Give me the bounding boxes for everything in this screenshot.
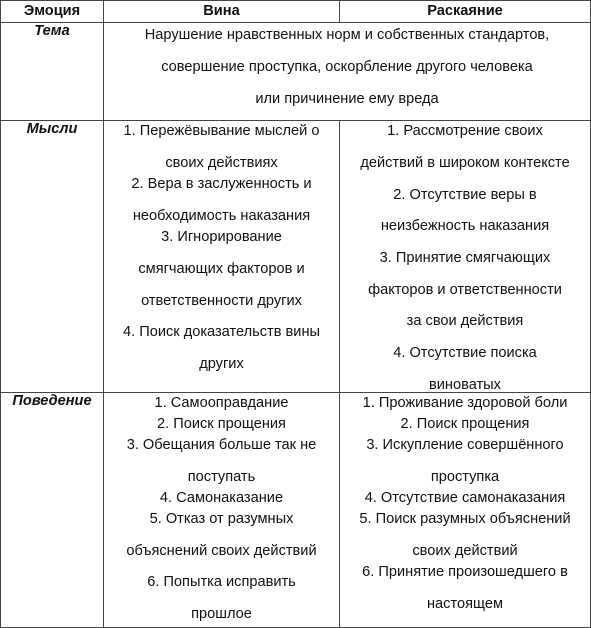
list-item: за свои действия bbox=[406, 313, 524, 329]
list-item: проступка bbox=[430, 469, 500, 485]
thoughts-guilt-cell bbox=[104, 121, 340, 393]
header-emotion: Эмоция bbox=[1, 1, 104, 23]
list-item: 4. Отсутствие поиска bbox=[393, 345, 537, 361]
header-remorse: Раскаяние bbox=[340, 1, 591, 23]
list-item: поступать bbox=[187, 469, 256, 485]
theme-line: Нарушение нравственных норм и собственных стандартов, bbox=[144, 27, 550, 43]
list-item: действий в широком контексте bbox=[360, 155, 570, 171]
list-item: 6. Попытка исправить bbox=[147, 574, 296, 590]
list-item: 1. Самооправдание bbox=[154, 395, 289, 411]
list-item: 5. Поиск разумных объяснений bbox=[359, 511, 571, 527]
row-label-behavior: Поведение bbox=[1, 393, 104, 628]
row-label-thoughts: Мысли bbox=[1, 121, 104, 393]
list-item: 1. Пережёвывание мыслей о bbox=[123, 123, 320, 139]
list-item: 4. Самонаказание bbox=[159, 490, 284, 506]
list-item: 5. Отказ от разумных bbox=[149, 511, 294, 527]
behavior-guilt-cell bbox=[104, 393, 340, 628]
list-item: 4. Поиск доказательств вины bbox=[122, 324, 320, 340]
list-item: 3. Игнорирование bbox=[161, 229, 282, 245]
list-item: 3. Принятие смягчающих bbox=[379, 250, 551, 266]
list-item: 1. Рассмотрение своих bbox=[387, 123, 543, 139]
list-item: настоящем bbox=[426, 596, 503, 612]
list-item: своих действий bbox=[412, 543, 518, 559]
thoughts-remorse-cell bbox=[340, 121, 591, 393]
list-item: 6. Принятие произошедшего в bbox=[362, 564, 568, 580]
list-item: прошлое bbox=[191, 606, 252, 622]
row-theme bbox=[1, 23, 591, 121]
list-item: факторов и ответственности bbox=[368, 282, 562, 298]
header-row bbox=[1, 1, 591, 23]
list-item: 3. Искупление совершённого bbox=[366, 437, 564, 453]
theme-line: или причинение ему вреда bbox=[255, 91, 439, 107]
theme-cell bbox=[104, 23, 591, 121]
list-item: необходимость наказания bbox=[132, 208, 311, 224]
theme-line: совершение проступка, оскорбление другого человека bbox=[161, 59, 533, 75]
row-thoughts bbox=[1, 121, 591, 393]
list-item: других bbox=[199, 356, 244, 372]
row-behavior bbox=[1, 393, 591, 628]
row-label-theme: Тема bbox=[1, 23, 104, 121]
list-item: 2. Вера в заслуженность и bbox=[131, 176, 312, 192]
list-item: 1. Проживание здоровой боли bbox=[362, 395, 568, 411]
list-item: 2. Поиск прощения bbox=[400, 416, 530, 432]
list-item: 3. Обещания больше так не bbox=[126, 437, 317, 453]
list-item: неизбежность наказания bbox=[380, 218, 550, 234]
list-item: смягчающих факторов и bbox=[138, 261, 305, 277]
list-item: 4. Отсутствие самонаказания bbox=[364, 490, 566, 506]
list-item: 2. Поиск прощения bbox=[157, 416, 286, 432]
list-item: объяснений своих действий bbox=[126, 543, 317, 559]
list-item: своих действиях bbox=[165, 155, 278, 171]
list-item: виноватых bbox=[429, 377, 501, 393]
behavior-remorse-cell bbox=[340, 393, 591, 628]
list-item: 2. Отсутствие веры в bbox=[393, 187, 537, 203]
header-guilt: Вина bbox=[104, 1, 340, 23]
list-item: ответственности других bbox=[141, 293, 302, 309]
